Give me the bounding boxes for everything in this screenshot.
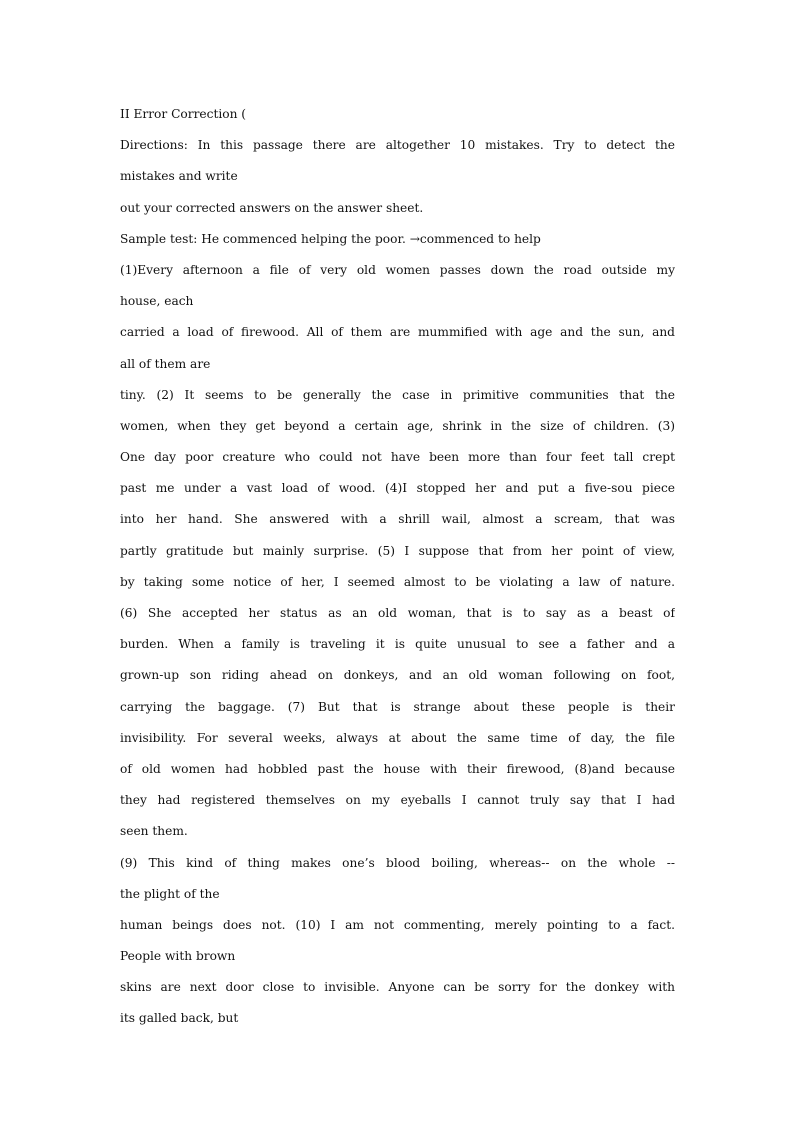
- document-body: [120, 99, 675, 1035]
- text-line: past me under a vast load of wood. (4)I stopped her and put a five-sou piece: [120, 481, 675, 496]
- text-line: seen them.: [120, 824, 188, 839]
- text-line: (1)Every afternoon a file of very old women passes down the road outside my: [120, 262, 675, 277]
- text-line: II Error Correction (: [120, 107, 247, 121]
- text-line: partly gratitude but mainly surprise. (5) I suppose that from her point of view,: [120, 543, 675, 558]
- text-line: into her hand. She answered with a shrill wail, almost a scream, that was: [120, 512, 675, 527]
- text-line: burden. When a family is traveling it is quite unusual to see a father and a: [120, 637, 675, 652]
- text-line: grown-up son riding ahead on donkeys, and an old woman following on foot,: [120, 668, 675, 683]
- text-line: carrying the baggage. (7) But that is strange about these people is their: [120, 699, 675, 714]
- text-line: all of them are: [120, 356, 211, 371]
- text-line: they had registered themselves on my eyeballs I cannot truly say that I had: [120, 793, 675, 808]
- text-line: house, each: [120, 294, 194, 309]
- text-line: human beings does not. (10) I am not commenting, merely pointing to a fact.: [120, 917, 675, 932]
- text-line: One day poor creature who could not have been more than four feet tall crept: [120, 450, 675, 465]
- text-line: (6) She accepted her status as an old woman, that is to say as a beast of: [120, 606, 675, 620]
- text-line: mistakes and write: [120, 169, 238, 184]
- text-line: Sample test: He commenced helping the poor. →commenced to help: [120, 231, 541, 246]
- text-line: by taking some notice of her, I seemed almost to be violating a law of nature.: [120, 574, 675, 589]
- text-line: out your corrected answers on the answer sheet.: [120, 200, 424, 215]
- text-line: of old women had hobbled past the house with their firewood, (8)and because: [120, 761, 675, 776]
- text-line: the plight of the: [120, 886, 220, 901]
- text-line: tiny. (2) It seems to be generally the case in primitive communities that the: [120, 387, 675, 402]
- text-line: invisibility. For several weeks, always at about the same time of day, the file: [120, 730, 675, 745]
- text-line: Directions: In this passage there are altogether 10 mistakes. Try to detect the: [120, 138, 675, 153]
- text-line: People with brown: [120, 949, 236, 964]
- text-line: its galled back, but: [120, 1011, 239, 1026]
- text-line: women, when they get beyond a certain age, shrink in the size of children. (3): [120, 418, 675, 433]
- text-line: (9) This kind of thing makes one’s blood boiling, whereas-- on the whole --: [120, 855, 675, 870]
- text-line: carried a load of firewood. All of them are mummified with age and the sun, and: [120, 325, 675, 340]
- text-line: skins are next door close to invisible. Anyone can be sorry for the donkey with: [120, 980, 675, 995]
